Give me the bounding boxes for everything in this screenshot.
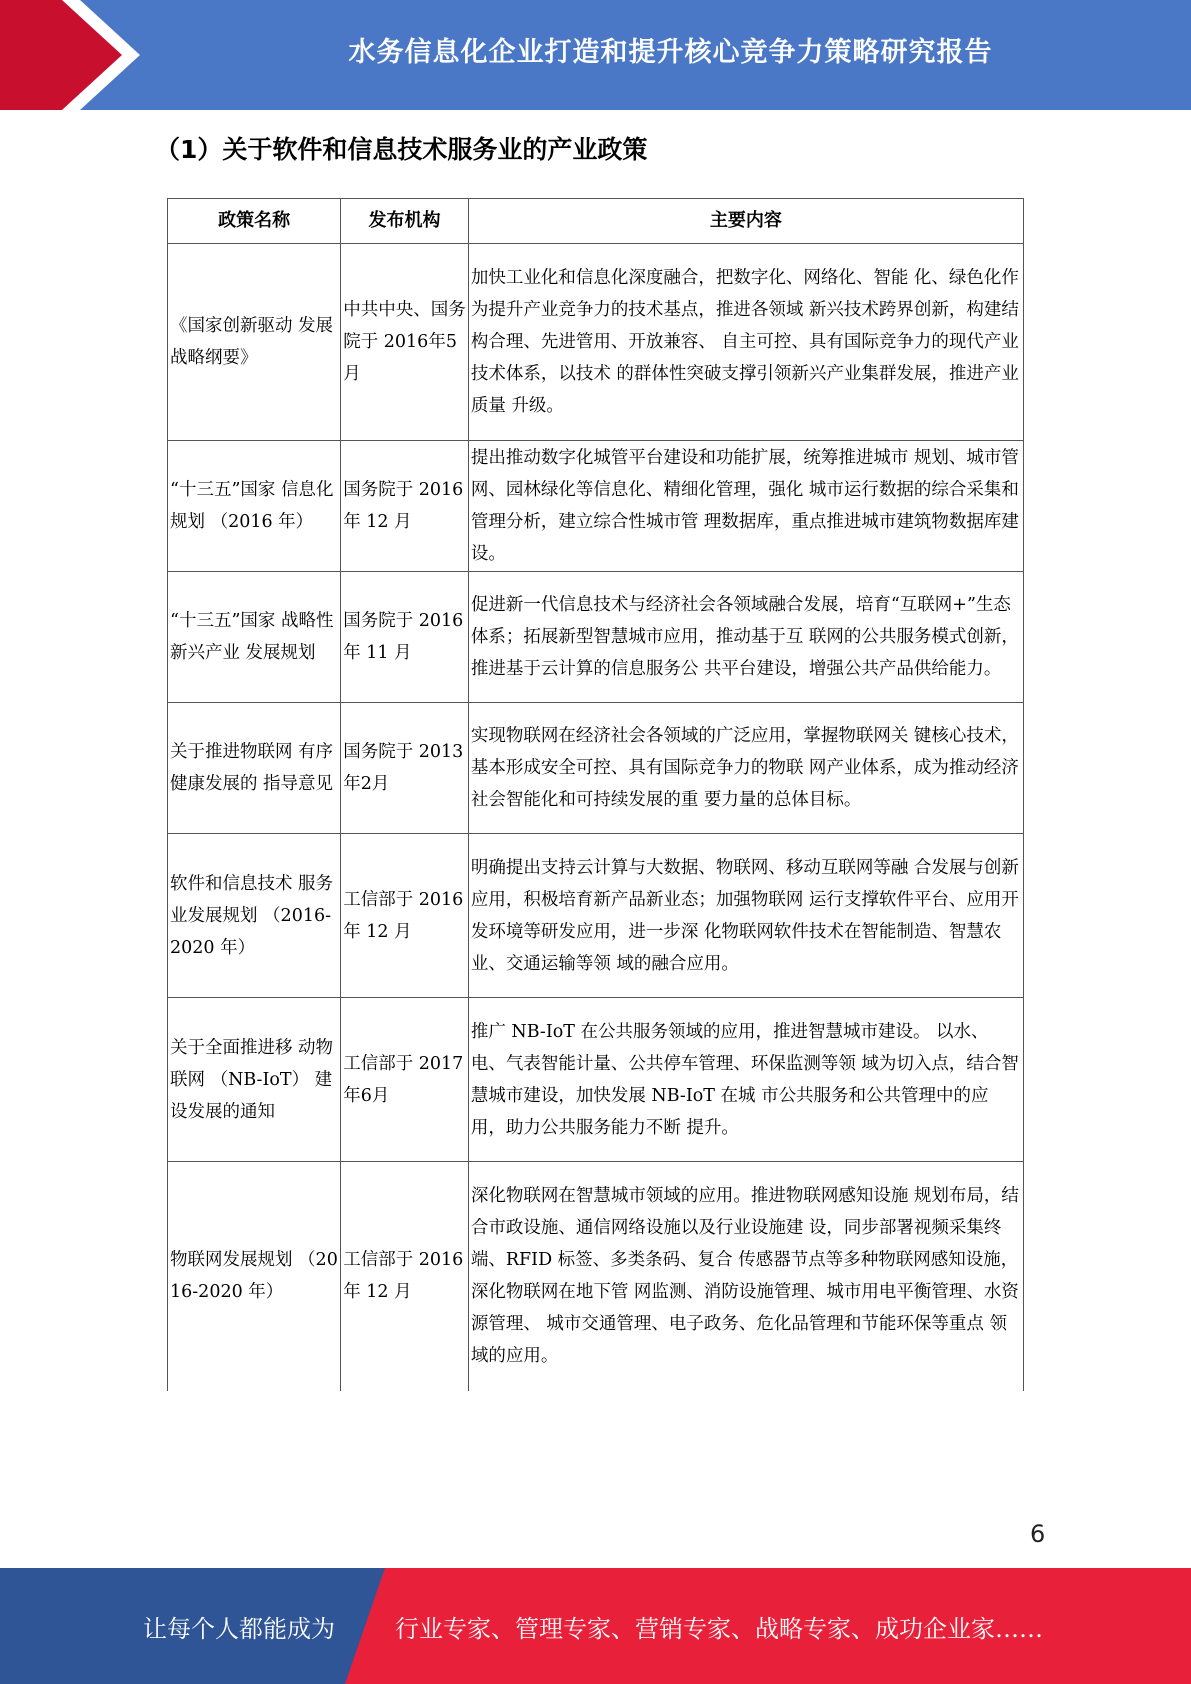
page-number: 6 xyxy=(1030,1520,1046,1548)
table-row xyxy=(168,998,1024,1162)
table-row xyxy=(168,244,1024,441)
issuer-cell: 国务院于 2016 年 12 月 xyxy=(341,441,469,572)
column-header-content: 主要内容 xyxy=(468,199,1023,244)
policy-name-cell: 关于全面推进移 动物联网 （NB-IoT） 建设发展的通知 xyxy=(168,998,341,1162)
footer-slogan-left: 让每个人都能成为 xyxy=(143,1614,335,1643)
table-row xyxy=(168,834,1024,998)
policy-name-cell: 物联网发展规划 （2016-2020 年） xyxy=(168,1162,341,1391)
issuer-cell: 国务院于 2016 年 11 月 xyxy=(341,572,469,703)
content-cell: 推广 NB-IoT 在公共服务领域的应用，推进智慧城市建设。 以水、电、气表智能计量、公共停车管理、环保监测等领 域为切入点，结合智慧城市建设，加快发展 NB-IoT 在城 市公共服务和公共管理中的应用，助力公共服务能力不断 提升。 xyxy=(468,998,1023,1162)
report-header xyxy=(0,0,1191,110)
report-title: 水务信息化企业打造和提升核心竞争力策略研究报告 xyxy=(348,36,993,68)
header-chevron-icon xyxy=(0,0,150,110)
content-cell: 促进新一代信息技术与经济社会各领域融合发展，培育“互联网+”生态体系；拓展新型智慧城市应用，推动基于互 联网的公共服务模式创新，推进基于云计算的信息服务公 共平台建设，增强公共产品供给能力。 xyxy=(468,572,1023,703)
policy-name-cell: 关于推进物联网 有序健康发展的 指导意见 xyxy=(168,703,341,834)
table-row xyxy=(168,703,1024,834)
table-row xyxy=(168,1162,1024,1391)
column-header-issuer: 发布机构 xyxy=(341,199,469,244)
issuer-cell: 工信部于 2016 年 12 月 xyxy=(341,1162,469,1391)
table-header-row xyxy=(168,199,1024,244)
content-cell: 实现物联网在经济社会各领域的广泛应用，掌握物联网关 键核心技术，基本形成安全可控、具有国际竞争力的物联 网产业体系，成为推动经济社会智能化和可持续发展的重 要力量的总体目标。 xyxy=(468,703,1023,834)
issuer-cell: 国务院于 2013年2月 xyxy=(341,703,469,834)
content-cell: 明确提出支持云计算与大数据、物联网、移动互联网等融 合发展与创新应用，积极培育新产品新业态；加强物联网 运行支撑软件平台、应用开发环境等研发应用，进一步深 化物联网软件技术在智能制造、智慧农业、交通运输等领 域的融合应用。 xyxy=(468,834,1023,998)
policy-name-cell: 软件和信息技术 服务业发展规划 （2016-2020 年） xyxy=(168,834,341,998)
content-cell: 提出推动数字化城管平台建设和功能扩展，统筹推进城市 规划、城市管网、园林绿化等信息化、精细化管理，强化 城市运行数据的综合采集和管理分析，建立综合性城市管 理数据库，重点推进城市建筑物数据库建设。 xyxy=(468,441,1023,572)
footer-slogan-right: 行业专家、管理专家、营销专家、战略专家、成功企业家…… xyxy=(395,1614,1043,1643)
section-heading: （1）关于软件和信息技术服务业的产业政策 xyxy=(155,135,648,164)
policy-name-cell: “十三五”国家 战略性新兴产业 发展规划 xyxy=(168,572,341,703)
issuer-cell: 工信部于 2017年6月 xyxy=(341,998,469,1162)
issuer-cell: 工信部于 2016 年 12 月 xyxy=(341,834,469,998)
table-row xyxy=(168,572,1024,703)
footer-banner xyxy=(0,1568,1191,1684)
issuer-cell: 中共中央、国务院于 2016年5月 xyxy=(341,244,469,441)
policy-name-cell: 《国家创新驱动 发展战略纲要》 xyxy=(168,244,341,441)
policy-table xyxy=(167,198,1024,1391)
content-cell: 加快工业化和信息化深度融合，把数字化、网络化、智能 化、绿色化作为提升产业竞争力的技术基点，推进各领域 新兴技术跨界创新，构建结构合理、先进管用、开放兼容、 自主可控、具有国际竞争力的现代产业技术体系，以技术 的群体性突破支撑引领新兴产业集群发展，推进产业质量 升级。 xyxy=(468,244,1023,441)
table-row xyxy=(168,441,1024,572)
policy-name-cell: “十三五”国家 信息化规划 （2016 年） xyxy=(168,441,341,572)
column-header-policy-name: 政策名称 xyxy=(168,199,341,244)
content-cell: 深化物联网在智慧城市领域的应用。推进物联网感知设施 规划布局，结合市政设施、通信网络设施以及行业设施建 设，同步部署视频采集终端、RFID 标签、多类条码、复合 传感器节点等多种物联网感知设施，深化物联网在地下管 网监测、消防设施管理、城市用电平衡管理、水资源管理、 城市交通管理、电子政务、危化品管理和节能环保等重点 领域的应用。 xyxy=(468,1162,1023,1391)
